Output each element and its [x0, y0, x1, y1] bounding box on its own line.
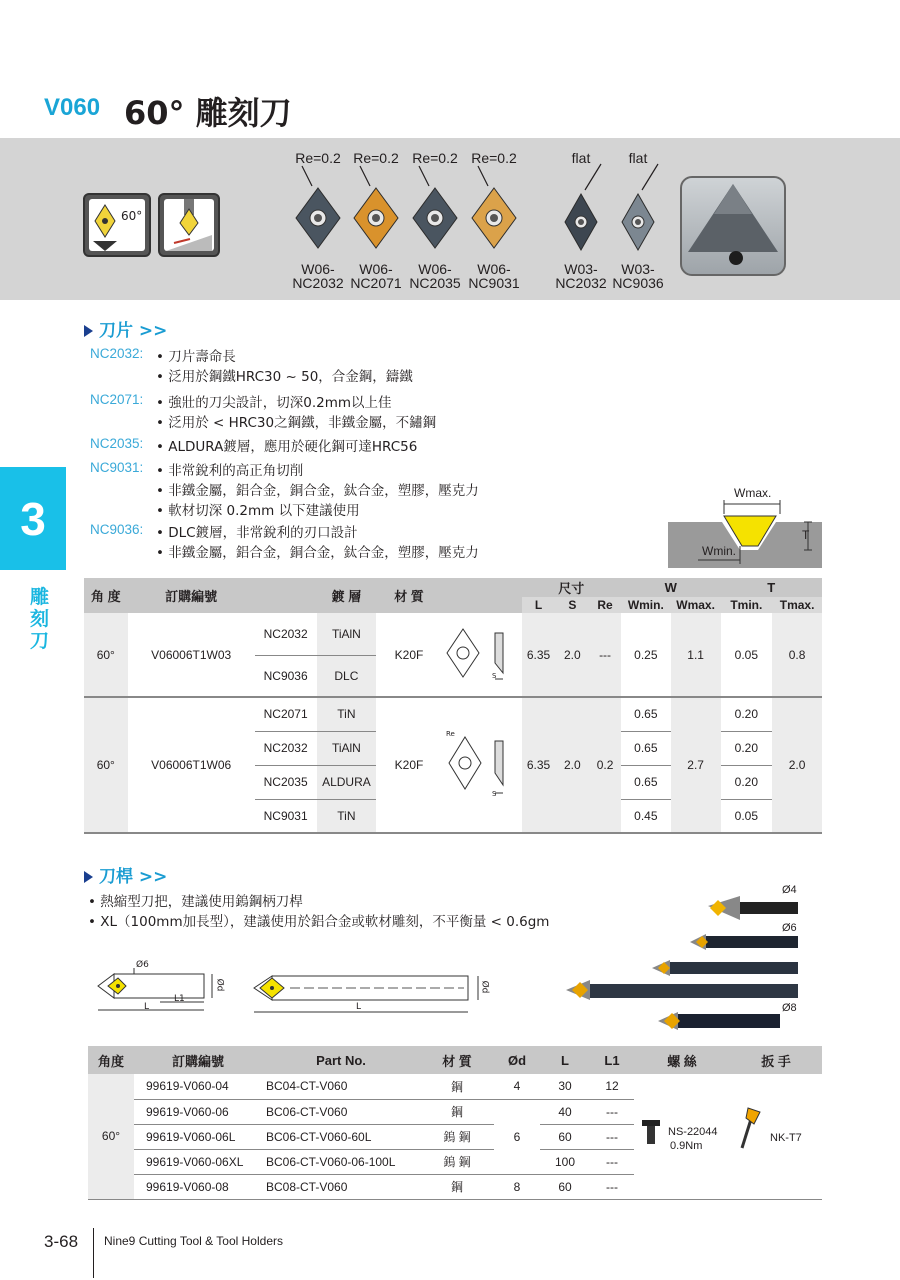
t1-g2-tmin-3: 0.20 — [721, 765, 773, 799]
dim-L-short: L — [144, 1002, 150, 1012]
insert-name-line2: NC9036 — [612, 275, 664, 291]
insert-name-line1: W03- — [564, 261, 598, 277]
t2-th-L1: L1 — [590, 1046, 634, 1074]
grade-code: NC2071: — [90, 392, 144, 407]
insert-image-icon — [551, 162, 611, 272]
insert-photo — [680, 176, 786, 276]
wrench-code: NK-T7 — [770, 1132, 802, 1144]
t2-r2-od: 6 — [494, 1099, 540, 1174]
t2-th-wrench: 扳 手 — [730, 1046, 822, 1074]
grade-description-line: • 軟材切深 0.2mm 以下建議使用 — [156, 503, 360, 519]
t1-g1-wmin: 0.25 — [621, 613, 671, 697]
footer-text: Nine9 Cutting Tool & Tool Holders — [104, 1234, 283, 1248]
width-diagram — [668, 480, 824, 576]
blade-heading — [84, 316, 167, 341]
t2-r3-order: 99619-V060-06L — [134, 1124, 262, 1149]
t2-r5-L: 60 — [540, 1174, 590, 1199]
dim-d6: Ø6 — [782, 922, 797, 934]
t2-th-order: 訂購編號 — [134, 1046, 262, 1074]
screw-torque: 0.9Nm — [670, 1140, 703, 1152]
th-blank — [255, 578, 317, 613]
th-S: S — [555, 597, 589, 613]
th-coating: 鍍 層 — [317, 578, 377, 613]
t2-r4-L: 100 — [540, 1149, 590, 1174]
th-tmax: Tmax. — [772, 597, 822, 613]
t2-r4-part: BC06-CT-V060-06-100L — [262, 1149, 420, 1174]
th-w: W — [621, 578, 721, 597]
t1-g2-order: V06006T1W06 — [128, 697, 255, 833]
t1-g2-Re: 0.2 — [589, 697, 621, 833]
t1-g1-order: V06006T1W03 — [128, 613, 255, 697]
t2-th-od: Ød — [494, 1046, 540, 1074]
t2-r1-L1: 12 — [590, 1074, 634, 1099]
th-Re: Re — [589, 597, 621, 613]
insert-re-label: Re=0.2 — [412, 150, 458, 166]
insert-name-line2: NC2032 — [292, 275, 344, 291]
t2-r2-L1: --- — [590, 1099, 634, 1124]
t1-g2-coating-1: TiN — [317, 697, 377, 731]
side-char-3: 刀 — [30, 630, 50, 652]
t1-g1-L: 6.35 — [522, 613, 556, 697]
grade-description-line: • 泛用於 < HRC30之鋼鐵，非鐵金屬，不鏽鋼 — [156, 415, 437, 431]
t1-g1-S: 2.0 — [555, 613, 589, 697]
t2-th-L: L — [540, 1046, 590, 1074]
t2-r2-material: 鋼 — [420, 1099, 494, 1124]
dim-od-long: Ød — [479, 980, 490, 994]
dim-L-long: L — [356, 1002, 362, 1012]
fig-s-label-2: S — [492, 790, 497, 798]
t1-g2-wmin-4: 0.45 — [621, 799, 671, 833]
dim-d4: Ø4 — [782, 884, 797, 896]
t1-g2-grade-2: NC2032 — [255, 731, 317, 765]
t2-r4-L1: --- — [590, 1149, 634, 1174]
grade-description-line: • 非常銳利的高正角切削 — [156, 463, 304, 479]
grade-description-line: • 泛用於鋼鐵HRC30 ~ 50，合金鋼，鑄鐵 — [156, 369, 413, 385]
t1-g1-Re: --- — [589, 613, 621, 697]
t1-g1-wmax: 1.1 — [671, 613, 721, 697]
t1-g1-angle: 60° — [84, 613, 128, 697]
t2-r3-material: 鎢 鋼 — [420, 1124, 494, 1149]
t1-g2-tmin-2: 0.20 — [721, 731, 773, 765]
t1-g2-wmin-1: 0.65 — [621, 697, 671, 731]
t1-g2-angle: 60° — [84, 697, 128, 833]
t2-r1-od: 4 — [494, 1074, 540, 1099]
t1-g1-tmax: 0.8 — [772, 613, 822, 697]
t2-r5-part: BC08-CT-V060 — [262, 1174, 420, 1199]
triangle-bullet-icon — [84, 871, 93, 883]
th-order: 訂購編號 — [128, 578, 255, 613]
t1-g2-S: 2.0 — [555, 697, 589, 833]
dim-od-short: Ød — [214, 978, 225, 992]
t2-r2-L: 40 — [540, 1099, 590, 1124]
triangle-bullet-icon — [84, 325, 93, 337]
holder-table — [88, 1046, 822, 1200]
t1-g1-coating-2: DLC — [317, 655, 377, 697]
t2-r3-part: BC06-CT-V060-60L — [262, 1124, 420, 1149]
series-code: V060 — [44, 94, 101, 121]
screw-icon — [640, 1118, 664, 1148]
insert-re-label: flat — [628, 150, 648, 166]
t2-r5-od: 8 — [494, 1174, 540, 1199]
th-figure — [442, 578, 522, 613]
t1-g2-grade-3: NC2035 — [255, 765, 317, 799]
th-size: 尺寸 — [522, 578, 621, 597]
t2-screw — [634, 1074, 730, 1199]
insert-image-icon — [288, 162, 348, 272]
t1-g2-tmin-1: 0.20 — [721, 697, 773, 731]
insert-re-label: Re=0.2 — [471, 150, 517, 166]
th-wmax: Wmax. — [671, 597, 721, 613]
page-number: 3-68 — [44, 1232, 79, 1251]
t2-th-material: 材 質 — [420, 1046, 494, 1074]
t1-g2-wmin-2: 0.65 — [621, 731, 671, 765]
t1-g1-figure — [442, 613, 522, 697]
grade-code: NC2032: — [90, 346, 144, 361]
insert-re-label: Re=0.2 — [295, 150, 341, 166]
t1-g2-wmax: 2.7 — [671, 697, 721, 833]
t2-th-part: Part No. — [262, 1046, 420, 1074]
insert-name-line2: NC2071 — [350, 275, 402, 291]
t2-r1-part: BC04-CT-V060 — [262, 1074, 420, 1099]
wmax-label: Wmax. — [734, 486, 772, 500]
insert-name-line1: W06- — [477, 261, 511, 277]
th-material: 材 質 — [376, 578, 441, 613]
insert-name-line1: W03- — [621, 261, 655, 277]
t1-g2-L: 6.35 — [522, 697, 556, 833]
insert-name-line1: W06- — [418, 261, 452, 277]
insert-table — [84, 578, 822, 834]
holder-drawing-long — [250, 960, 496, 1020]
t2-th-angle: 角度 — [88, 1046, 134, 1074]
t2-r2-part: BC06-CT-V060 — [262, 1099, 420, 1124]
dim-L1: L1 — [174, 994, 185, 1004]
holder-line-1: • 熱縮型刀把，建議使用鎢鋼柄刀桿 — [88, 894, 303, 910]
t2-r4-material: 鎢 鋼 — [420, 1149, 494, 1174]
holder-photos — [560, 884, 810, 1036]
t2-r1-material: 鋼 — [420, 1074, 494, 1099]
t2-r1-L: 30 — [540, 1074, 590, 1099]
fig-re-label: Re — [446, 730, 455, 738]
t1-g2-figure — [442, 697, 522, 833]
t1-g2-tmax: 2.0 — [772, 697, 822, 833]
t1-g1-tmin: 0.05 — [721, 613, 773, 697]
t2-angle: 60° — [88, 1074, 134, 1199]
application-icon — [158, 193, 220, 257]
t2-th-screw: 螺 絲 — [634, 1046, 730, 1074]
angle-icon-label: 60° — [121, 209, 143, 223]
t2-r5-material: 鋼 — [420, 1174, 494, 1199]
insert-re-label: Re=0.2 — [353, 150, 399, 166]
t1-g2-grade-4: NC9031 — [255, 799, 317, 833]
t1-g2-coating-4: TiN — [317, 799, 377, 833]
t1-g2-grade-1: NC2071 — [255, 697, 317, 731]
side-char-2: 刻 — [30, 608, 50, 630]
holder-heading — [84, 862, 167, 887]
t1-g2-wmin-3: 0.65 — [621, 765, 671, 799]
page-title: 60° 雕刻刀 — [124, 94, 292, 132]
side-char-1: 雕 — [30, 586, 50, 608]
insert-image-icon — [608, 162, 668, 272]
holder-heading-text: 刀桿 >> — [99, 867, 168, 887]
grade-description-line: • ALDURA鍍層，應用於硬化鋼可達HRC56 — [156, 439, 418, 455]
insert-image-icon — [464, 162, 524, 272]
grade-description-line: • 強壯的刀尖設計，切深0.2mm以上佳 — [156, 395, 392, 411]
insert-name-line2: NC9031 — [468, 275, 520, 291]
insert-re-label: flat — [571, 150, 591, 166]
footer-divider — [93, 1228, 94, 1278]
grade-description-line: • DLC鍍層，非常銳利的刃口設計 — [156, 525, 358, 541]
t2-r5-order: 99619-V060-08 — [134, 1174, 262, 1199]
grade-code: NC2035: — [90, 436, 144, 451]
th-t: T — [721, 578, 822, 597]
t1-g2-coating-2: TiAlN — [317, 731, 377, 765]
insert-name-line2: NC2032 — [555, 275, 607, 291]
t2-r3-L1: --- — [590, 1124, 634, 1149]
t2-wrench — [730, 1074, 822, 1199]
th-wmin: Wmin. — [621, 597, 671, 613]
grade-description-line: • 刀片壽命長 — [156, 349, 236, 365]
insert-name-line1: W06- — [359, 261, 393, 277]
t2-r3-L: 60 — [540, 1124, 590, 1149]
th-tmin: Tmin. — [721, 597, 773, 613]
grade-code: NC9036: — [90, 522, 144, 537]
blade-heading-text: 刀片 >> — [99, 321, 168, 341]
grade-description-line: • 非鐵金屬，鋁合金，銅合金，鈦合金，塑膠，壓克力 — [156, 483, 479, 499]
t1-g1-grade-2: NC9036 — [255, 655, 317, 697]
insert-name-line2: NC2035 — [409, 275, 461, 291]
chapter-tab: 3 — [0, 467, 66, 570]
t1-g1-grade-1: NC2032 — [255, 613, 317, 655]
t1-g2-tmin-4: 0.05 — [721, 799, 773, 833]
insert-name-line1: W06- — [301, 261, 335, 277]
insert-image-icon — [346, 162, 406, 272]
t2-r5-L1: --- — [590, 1174, 634, 1199]
holder-drawing-short — [94, 958, 230, 1022]
grade-description-line: • 非鐵金屬，鋁合金，銅合金，鈦合金，塑膠，壓克力 — [156, 545, 479, 561]
t1-g1-material: K20F — [376, 613, 441, 697]
holder-line-2: • XL（100mm加長型），建議使用於鋁合金或軟材雕刻，不平衡量 < 0.6gm — [88, 914, 550, 930]
th-angle: 角 度 — [84, 578, 128, 613]
t1-g1-coating-1: TiAlN — [317, 613, 377, 655]
t1-g2-material: K20F — [376, 697, 441, 833]
th-L: L — [522, 597, 556, 613]
wrench-icon — [732, 1104, 762, 1154]
t1-g2-coating-3: ALDURA — [317, 765, 377, 799]
t-label: T — [802, 528, 810, 542]
grade-code: NC9031: — [90, 460, 144, 475]
t2-r2-order: 99619-V060-06 — [134, 1099, 262, 1124]
insert-drawing-icon — [443, 623, 521, 683]
t2-r1-order: 99619-V060-04 — [134, 1074, 262, 1099]
angle-icon — [83, 193, 151, 257]
t2-r4-order: 99619-V060-06XL — [134, 1149, 262, 1174]
fig-s-label-1: S — [492, 672, 497, 680]
insert-image-icon — [405, 162, 465, 272]
dim-d8: Ø8 — [782, 1002, 797, 1014]
wmin-label: Wmin. — [702, 544, 736, 558]
dim-d6-small: Ø6 — [136, 960, 149, 970]
screw-code: NS-22044 — [668, 1126, 718, 1138]
